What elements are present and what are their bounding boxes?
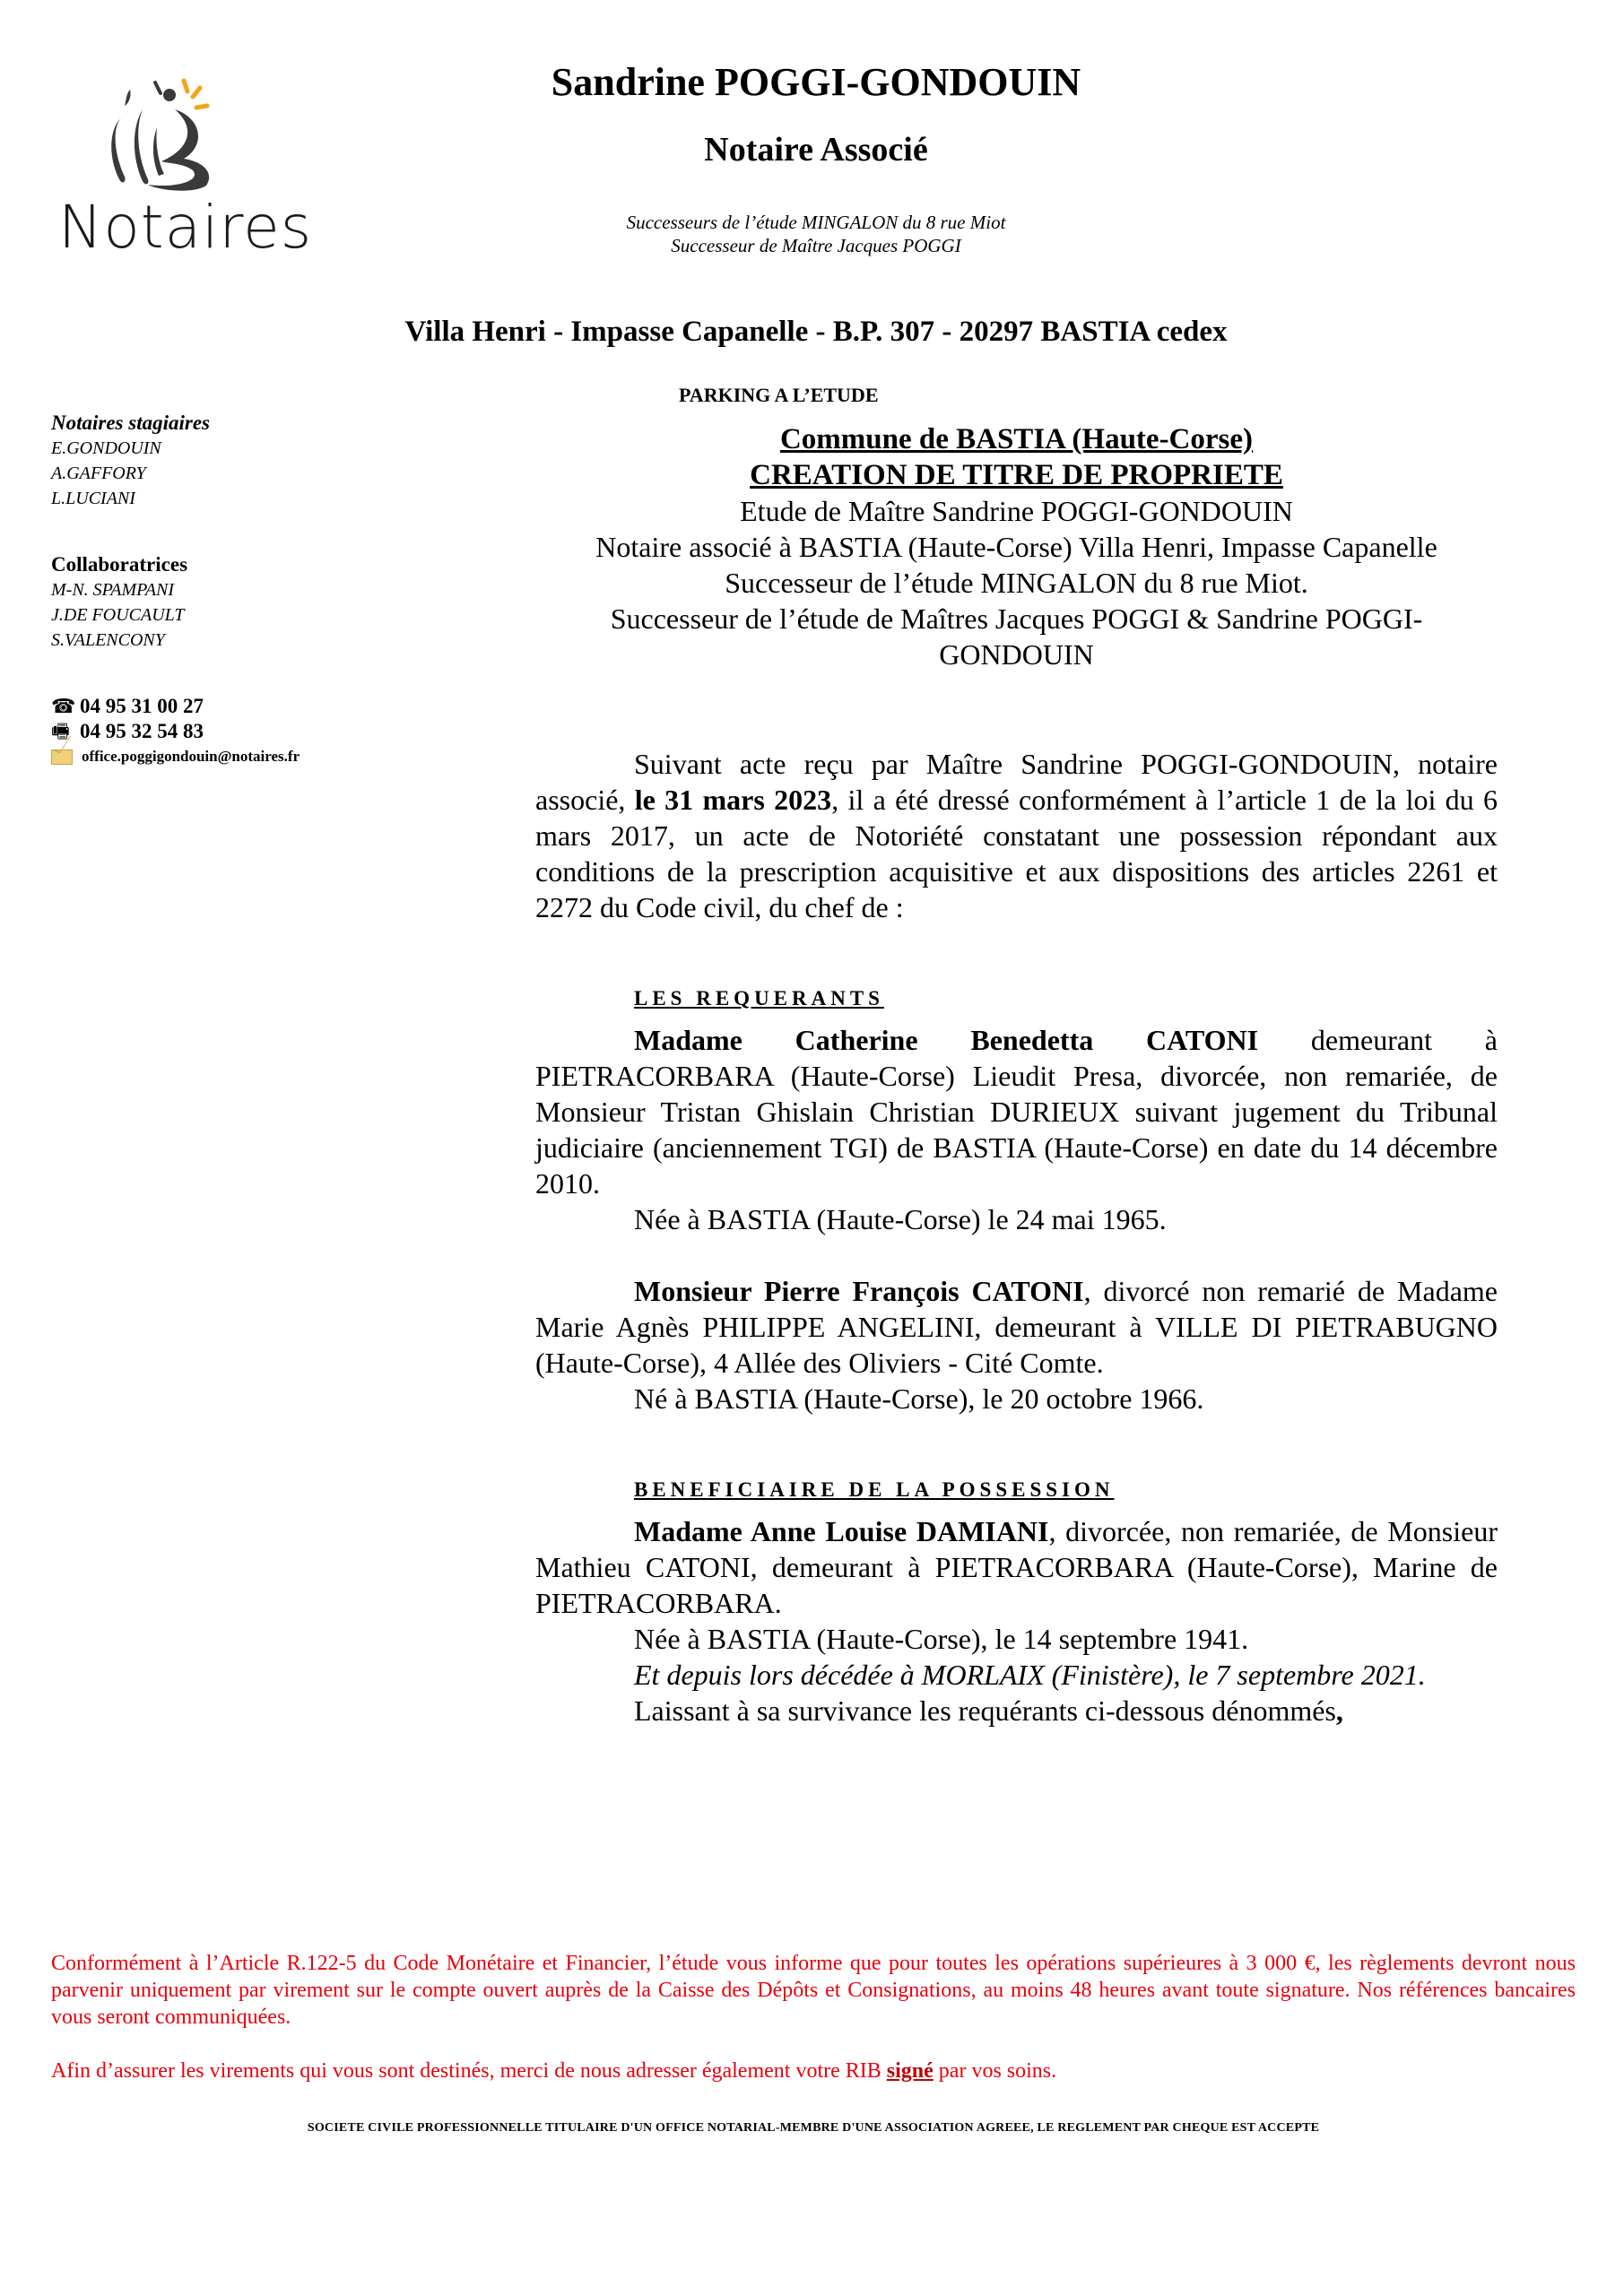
fax-icon: 🖷 (51, 720, 70, 742)
requerant-1-text: demeurant à PIETRACORBARA (Haute-Corse) Lieudit Presa, divorcée, non remariée, de Monsieur Tristan Ghislain Christian DURIEUX suivant jugement du Tribunal judiciaire (anciennement TGI) de BASTIA (Haute-Corse) en date du 14 décembre 2010. (535, 1024, 1498, 1200)
beneficiaire-paragraph (535, 1513, 1498, 1621)
creation-heading: CREATION DE TITRE DE PROPRIETE (750, 459, 1283, 491)
sidebar (51, 411, 428, 769)
successors-line-2: Successeur de Maître Jacques POGGI (671, 235, 961, 256)
stagiaire-name: L.LUCIANI (51, 489, 135, 508)
rib-text-a: Afin d’assurer les virements qui vous sont destinés, merci de nous adresser également votre RIB (51, 2059, 887, 2083)
requerant-2-paragraph (535, 1273, 1498, 1381)
survivance-comma: , (1335, 1694, 1343, 1727)
notary-title: Notaire Associé (704, 131, 928, 169)
etude-line: Etude de Maître Sandrine POGGI-GONDOUIN (740, 495, 1293, 527)
beneficiaire-survivance (535, 1693, 1498, 1728)
beneficiaire-label: BENEFICIAIRE DE LA POSSESSION (634, 1478, 1115, 1501)
phone-number: 04 95 31 00 27 (80, 695, 204, 717)
office-address: Villa Henri - Impasse Capanelle - B.P. 307 - 20297 BASTIA cedex (404, 316, 1228, 348)
rib-notice (51, 2058, 1576, 2084)
collaboratrice-name: M-N. SPAMPANI (51, 580, 175, 600)
collaboratrice-name: J.DE FOUCAULT (51, 605, 185, 625)
notaire-line: Notaire associé à BASTIA (Haute-Corse) Villa Henri, Impasse Capanelle (595, 531, 1437, 563)
requerant-2-text: , divorcé non remarié de Madame Marie Agnès PHILIPPE ANGELINI, demeurant à VILLE DI PIETRABUGNO (Haute-Corse), 4 Allée des Oliviers - Cité Comte. (535, 1275, 1498, 1379)
payment-notice (51, 1950, 1576, 2084)
commune-heading: Commune de BASTIA (Haute-Corse) (779, 423, 1254, 455)
intro-paragraph (535, 746, 1498, 925)
telephone-icon: ☎ (51, 695, 76, 717)
successeur-line-2: Successeur de l’étude de Maîtres Jacques POGGI & Sandrine POGGI-GONDOUIN (610, 602, 1423, 671)
successeur-line-1: Successeur de l’étude MINGALON du 8 rue Miot. (725, 567, 1308, 599)
phone-row (51, 694, 428, 719)
requerant-2-name: Monsieur Pierre François CATONI (634, 1275, 1084, 1307)
envelope-icon (51, 749, 73, 765)
notaires-logo (49, 74, 327, 280)
successors-line-1: Successeurs de l’étude MINGALON du 8 rue Miot (626, 212, 1006, 233)
requerants-label: LES REQUERANTS (634, 987, 884, 1009)
rib-signe: signé (886, 2059, 934, 2083)
beneficiaire-death: Et depuis lors décédée à MORLAIX (Finistère), le 7 septembre 2021. (634, 1659, 1426, 1691)
requerant-2-birth: Né à BASTIA (Haute-Corse), le 20 octobre 1966. (634, 1382, 1204, 1415)
fax-row (51, 719, 428, 744)
stagiaire-name: E.GONDOUIN (51, 438, 161, 458)
requerant-1-name: Madame Catherine Benedetta CATONI (634, 1024, 1259, 1056)
virement-notice: Conformément à l’Article R.122-5 du Code Monétaire et Financier, l’étude vous informe que pour toutes les opérations supérieures à 3 000 €, les règlements devront nous parvenir uniquement par virement sur le compte ouvert auprès de la Caisse des Dépôts et Consignations, au moins 48 heures avant toute signature. Nos références bancaires vous seront communiquées. (51, 1952, 1576, 2029)
intro-text-b: , il a été dressé conformément à l’article 1 de la loi du 6 mars 2017, un acte de Notoriété constatant une possession répondant aux conditions de la prescription acquisitive et aux dispositions des articles 2261 et 2272 du Code civil, du chef de : (535, 784, 1498, 923)
rib-text-b: par vos soins. (933, 2059, 1057, 2083)
beneficiaire-name: Madame Anne Louise DAMIANI (634, 1515, 1049, 1547)
email-row (51, 744, 428, 769)
beneficiaire-text: , divorcée, non remariée, de Monsieur Mathieu CATONI, demeurant à PIETRACORBARA (Haute-Corse), Marine de PIETRACORBARA. (535, 1515, 1498, 1619)
logo-word: Notaires (58, 193, 313, 262)
notaires-emblem-icon (49, 74, 327, 199)
intro-text-a: Suivant acte reçu par Maître Sandrine POGGI-GONDOUIN, notaire associé, (535, 748, 1498, 816)
intro-date: le 31 mars 2023 (634, 784, 832, 816)
requerant-1-birth: Née à BASTIA (Haute-Corse) le 24 mai 1965. (634, 1203, 1167, 1235)
main-content (535, 421, 1498, 1728)
scp-footer-line: SOCIETE CIVILE PROFESSIONNELLE TITULAIRE D'UN OFFICE NOTARIAL-MEMBRE D'UNE ASSOCIATION AGREEE, LE REGLEMENT PAR CHEQUE EST ACCEPTE (307, 2121, 1320, 2135)
stagiaire-name: A.GAFFORY (51, 464, 146, 483)
survivance-text: Laissant à sa survivance les requérants ci-dessous dénommés (634, 1694, 1336, 1727)
parking-notice: PARKING A L’ETUDE (679, 384, 879, 406)
collaboratrices-heading: Collaboratrices (51, 553, 188, 576)
notary-name: Sandrine POGGI-GONDOUIN (551, 60, 1081, 104)
collaboratrice-name: S.VALENCONY (51, 630, 165, 650)
beneficiaire-birth: Née à BASTIA (Haute-Corse), le 14 septembre 1941. (634, 1623, 1249, 1655)
fax-number: 04 95 32 54 83 (80, 720, 204, 742)
requerant-1-paragraph (535, 1022, 1498, 1201)
stagiaires-heading: Notaires stagiaires (51, 412, 210, 434)
email-address[interactable]: office.poggigondouin@notaires.fr (82, 748, 300, 765)
